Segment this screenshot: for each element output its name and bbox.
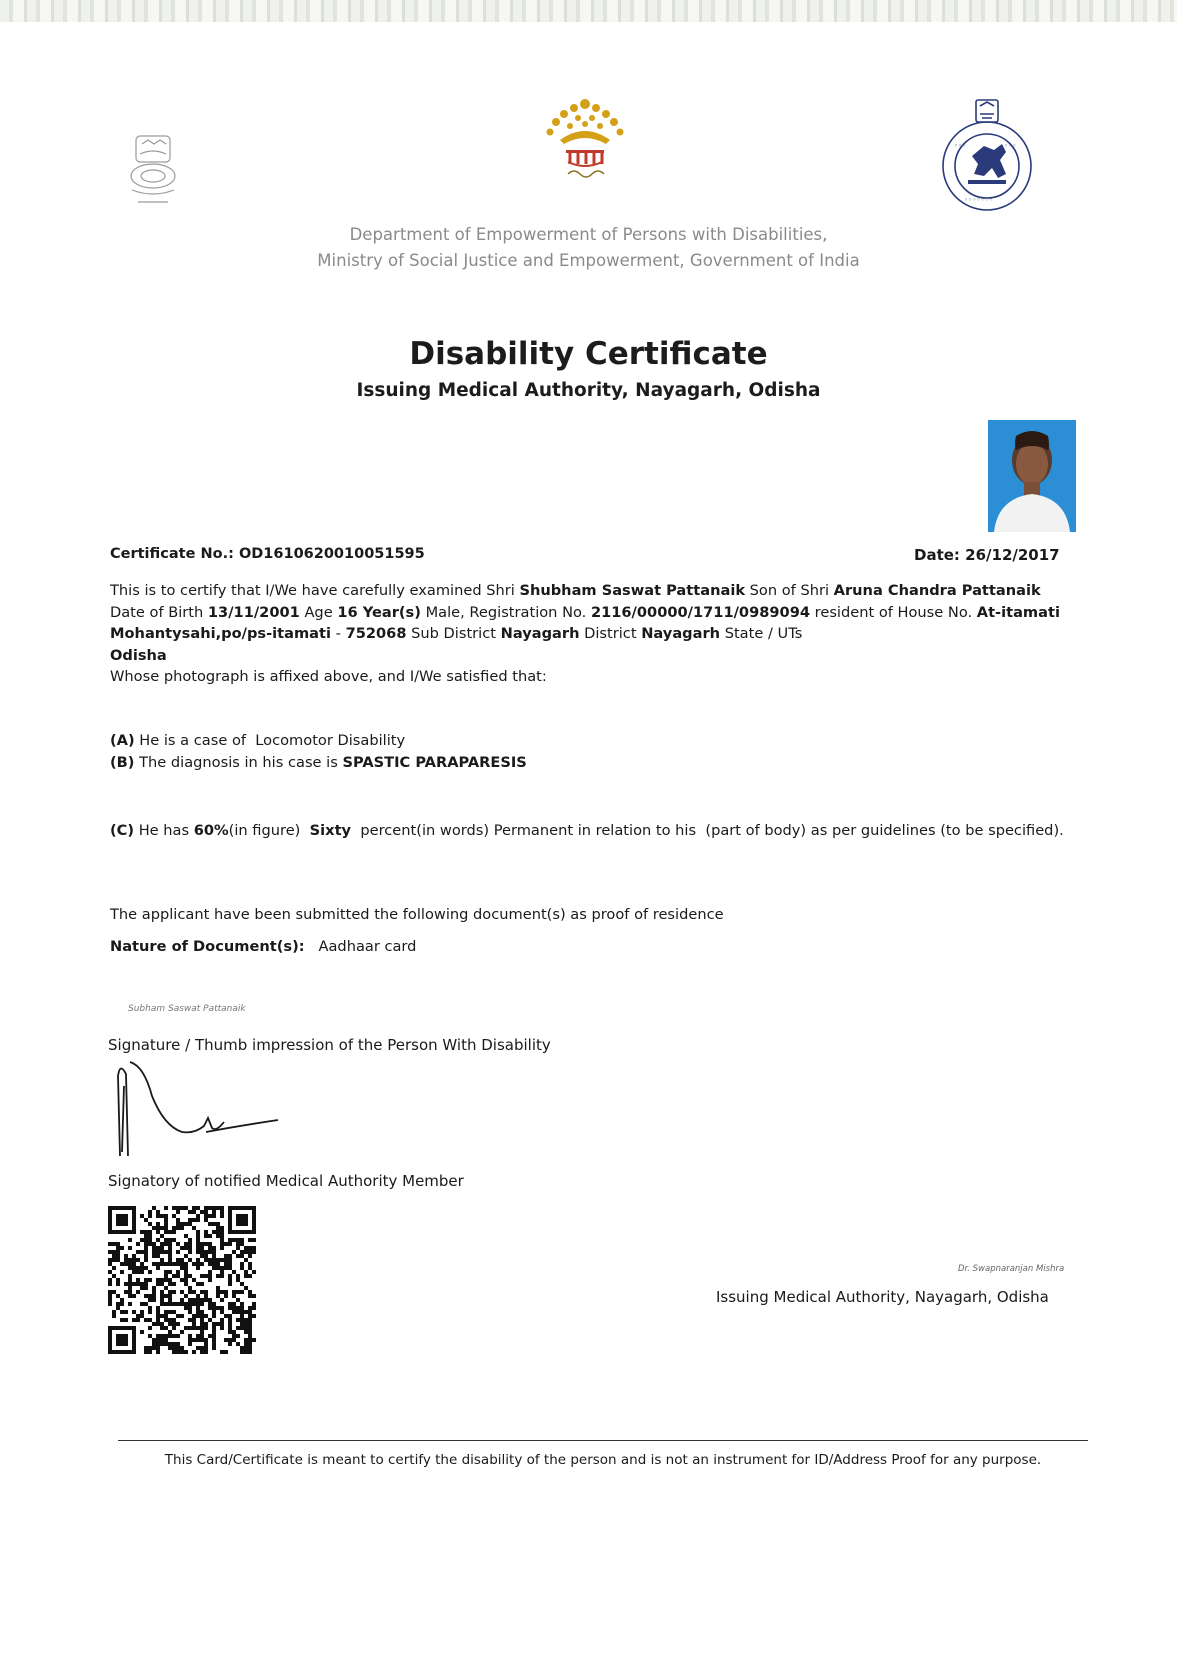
doctor-signature-text: Dr. Swapnaranjan Mishra <box>958 1264 1065 1274</box>
person-signature-text: Subham Saswat Pattanaik <box>128 1004 246 1014</box>
pin-separator: - <box>335 625 341 642</box>
finding-c-text3: percent(in words) Permanent in relation to his <box>360 822 697 839</box>
footer-divider <box>118 1440 1088 1441</box>
finding-c-text1: He has <box>138 822 190 839</box>
certificate-number-row <box>110 546 425 562</box>
finding-c-text2: (in figure) <box>228 822 301 839</box>
certificate-date-row <box>914 546 1060 564</box>
qr-code <box>108 1206 256 1354</box>
finding-b-text: The diagnosis in his case is <box>139 754 338 771</box>
page-title: Disability Certificate <box>409 336 768 372</box>
finding-a <box>110 730 1080 752</box>
diagnosis: SPASTIC PARAPARESIS <box>342 754 527 771</box>
intro-text: This is to certify that I/We have carefully examined Shri <box>110 582 515 599</box>
authority-signature-drawing <box>108 1056 288 1164</box>
finding-a-text: He is a case of <box>139 732 247 749</box>
page-subtitle: Issuing Medical Authority, Nayagarh, Odisha <box>356 380 821 401</box>
person-signature-label: Signature / Thumb impression of the Person With Disability <box>108 1036 551 1054</box>
finding-a-label: (A) <box>110 732 135 749</box>
certificate-number: OD1610620010051595 <box>238 546 425 562</box>
father-name: Aruna Chandra Pattanaik <box>833 582 1041 599</box>
disability-type: Locomotor Disability <box>255 732 406 749</box>
date-of-birth: 13/11/2001 <box>207 603 300 621</box>
department-line-2: Ministry of Social Justice and Empowerment, Government of India <box>317 251 860 270</box>
district-value: Nayagarh <box>641 625 721 642</box>
certificate-date: 26/12/2017 <box>965 546 1060 564</box>
registration-label: Registration No. <box>469 603 587 621</box>
finding-b <box>110 752 1080 774</box>
disability-percent-words: Sixty <box>309 822 352 839</box>
certificate-date-label: Date: <box>914 546 960 564</box>
subdistrict-value: Nayagarh <box>500 625 580 642</box>
age-value: 16 Year(s) <box>337 603 421 621</box>
house-address: At-itamati Mohantysahi,po/ps-itamati <box>110 603 1060 642</box>
state-label: State / UTs <box>724 625 803 642</box>
documents-intro: The applicant have been submitted the following document(s) as proof of residence <box>110 906 724 923</box>
registration-number: 2116/00000/1711/0989094 <box>590 603 811 621</box>
son-of-label: Son of Shri <box>749 582 830 599</box>
finding-c <box>110 820 1080 842</box>
certificate-number-label: Certificate No.: <box>110 546 234 562</box>
age-label: Age <box>304 603 333 621</box>
disability-percent: 60% <box>193 822 229 839</box>
documents-label: Nature of Document(s): <box>110 938 305 955</box>
pin-code: 752068 <box>345 625 407 642</box>
state-value: Odisha <box>110 646 167 664</box>
photo-affixed-line: Whose photograph is affixed above, and I/We satisfied that: <box>110 668 547 685</box>
department-line-1: Department of Empowerment of Persons with Disabilities, <box>349 225 828 244</box>
odisha-emblem-logo <box>932 98 1042 216</box>
dob-label: Date of Birth <box>110 603 204 621</box>
subdistrict-label: Sub District <box>411 625 496 642</box>
footer-note: This Card/Certificate is meant to certify the disability of the person and is not an instrument for ID/Address Proof for any purpose. <box>164 1452 1042 1468</box>
authority-member-label: Signatory of notified Medical Authority Member <box>108 1172 464 1190</box>
finding-c-label: (C) <box>110 822 135 839</box>
sugamya-bharat-logo <box>530 94 640 186</box>
certification-paragraph <box>110 580 1080 688</box>
finding-b-label: (B) <box>110 754 135 771</box>
gender: Male, <box>425 603 465 621</box>
person-name: Shubham Saswat Pattanaik <box>519 582 746 599</box>
ashoka-emblem-logo <box>118 132 188 206</box>
department-heading <box>0 222 1177 274</box>
district-label: District <box>584 625 637 642</box>
applicant-photo <box>988 420 1076 532</box>
svg-text:◦◦◦◦◦◦◦: ◦◦◦◦◦◦◦ <box>964 196 993 204</box>
document-type: Aadhaar card <box>318 938 417 955</box>
issuing-authority: Issuing Medical Authority, Nayagarh, Odisha <box>716 1288 1049 1306</box>
svg-text:◦◦◦: ◦◦◦ <box>1004 142 1017 150</box>
svg-text:◦◦◦: ◦◦◦ <box>954 142 967 150</box>
resident-label: resident of House No. <box>814 603 973 621</box>
finding-c-text4: (part of body) as per guidelines (to be specified). <box>705 822 1064 839</box>
documents-row <box>110 936 1080 958</box>
scan-noise-band <box>0 0 1177 22</box>
